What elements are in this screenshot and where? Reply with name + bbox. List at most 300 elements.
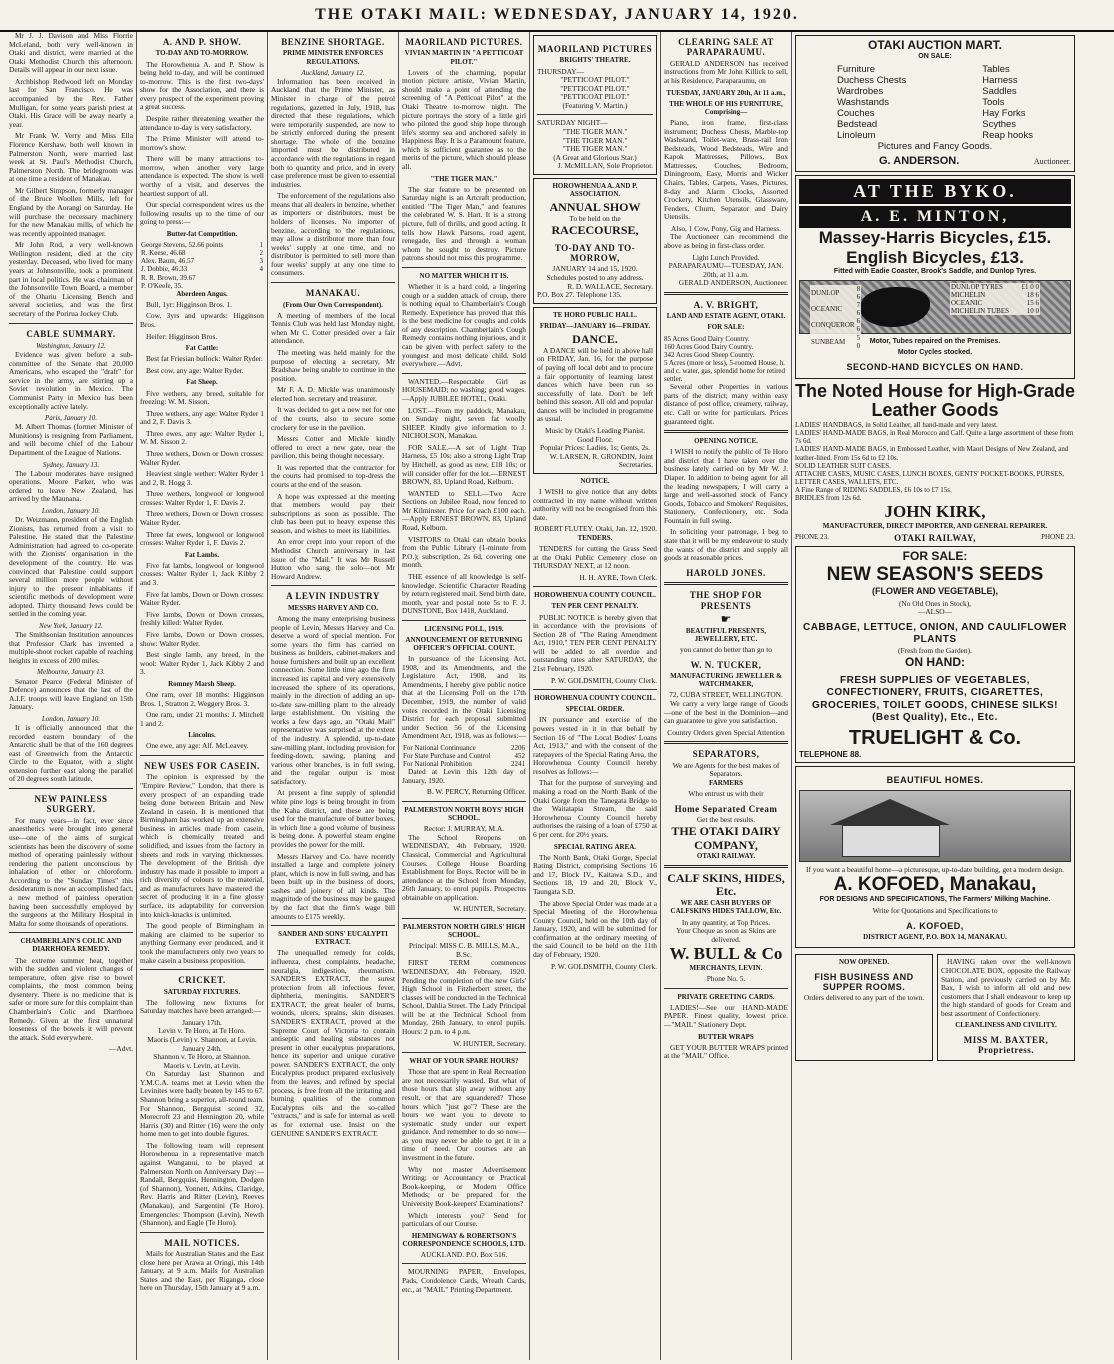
ad-text: In any quantity, at Top Prices. bbox=[681, 917, 771, 927]
masthead-title: THE OTAKI MAIL: WEDNESDAY, JANUARY 14, 1920. bbox=[315, 5, 799, 23]
cable-item: M. Albert Thomas (former Minister of Munitions) is resigning from Parliament, and will become chief of the Labour Department of the League of Nations. bbox=[9, 422, 133, 457]
manakau-subheading: (From Our Own Correspondent). bbox=[283, 300, 383, 309]
ad-text: Also, 1 Cow, Pony, Gig and Harness. bbox=[671, 223, 781, 233]
ad-signature: W. LARSEN, R. GRONDIN, Joint Secretaries. bbox=[549, 451, 653, 470]
ad-text: We carry a very large range of Goods—one of the best in the Dominion—and can guarantee to give you satisfaction. bbox=[664, 699, 788, 726]
fish-ad bbox=[795, 954, 933, 1061]
ad-text: (No Old Ones in Stock), bbox=[898, 598, 972, 608]
ad-feature: "THE TIGER MAN." bbox=[562, 135, 628, 145]
divider bbox=[664, 582, 788, 585]
result-line: Five lambs, Down or Down crosses, freshly killed: Walter Ryder. bbox=[140, 609, 264, 628]
licensing-heading: LICENSING POLL, 1919. bbox=[424, 624, 504, 633]
notice-text: TENDERS for cutting the Grass Seed at the Otaki Public Cemetery close on THURSDAY NEXT, at 12 noon. bbox=[533, 544, 657, 571]
cable-item: Dr. Weizmann, president of the English Zionists, has returned from a visit to Palestine. He stated that the Palestine Administration had agreed to co-operate with the Zionists' organisation in the development of the country. He was convinced that Palestine could support several million more people without injury to the present inhabitants if scientific methods of development were adopted. Thirty thousand Jews could be settled in the coming year. bbox=[9, 515, 133, 619]
ad-subheading: FRIDAY—JANUARY 16—FRIDAY. bbox=[539, 321, 651, 330]
ad-heading: SECOND-HAND BICYCLES ON HAND. bbox=[846, 362, 1024, 373]
baxter-name: MISS M. BAXTER, Proprietress. bbox=[963, 1034, 1049, 1055]
news-item: Archbishop Redwood left on Monday last for San Francisco. He was accompanied by the Rev. Father Mulligan, for some years parish priest at Otaki. His Grace will be away nearly a year. bbox=[9, 76, 133, 129]
news-item: Mr Frank W. Verry and Miss Ella Florence Kershaw, both well known in Palmerston North, were married last week at St. Paul's Methodist Church, Palmerston North. The bridegroom was at one time a resident of Manakau. bbox=[9, 131, 133, 184]
byko-banner: AT THE BYKO. bbox=[799, 179, 1071, 204]
levin-subheading: MESSRS HARVEY AND CO. bbox=[287, 603, 379, 612]
ad-subheading: NOW OPENED. bbox=[838, 958, 890, 967]
article-text: There will be many attractions to-morrow, when another very large attendance is expected. The show is well worthy of a visit, and deserves the heartiest support of all. bbox=[140, 154, 264, 198]
dateline: Auckland, January 12. bbox=[301, 68, 365, 77]
article-text: The unequalled remedy for colds, influenza, chest complaints, headache, neuralgia, indigestion, rheumatism. SANDER'S EXTRACT, the surest protection from all infectious fever, diphtheria, meningitis. SANDER'S EXTRACT, the great healer of burns, wounds, ulcers, sprains, skin diseases. SANDER'S EXTRACT, proved at the Supreme Court of Victoria to contain antiseptic and healing substances not present in other eucalyptus preparations, hence its superior and unique curative power. SANDER'S EXTRACT, the only Eucalyptus product prepared exclusively from the leaves, and refined by special process, is free from all the irritating and burning qualities of the common Eucalyptus oils and the so-called "extracts," and is safe for internal as well as for external use. Insist on the GENUINE SANDER'S EXTRACT. bbox=[271, 948, 395, 1138]
ad-subheading: FOR DESIGNS AND SPECIFICATIONS, The Farmers' Milking Machine. bbox=[819, 896, 1051, 904]
divider bbox=[9, 932, 133, 933]
ad-text: I WISH to notify the public of Te Horo and district that I have taken over the business lately carried on by Mr W. J. Diaper. In addition to being agent for all the leading newspapers, I will carry a large and well-assorted stock of Fancy Goods, Tobacco and Smokers' Requisites, Stationery, Confectionery, etc. Soda Fountain in full swing. bbox=[664, 447, 788, 525]
divider bbox=[9, 323, 133, 324]
result-row: R. R. Brown, 39.67 bbox=[141, 273, 196, 282]
ad-text: Who entrust us with their bbox=[688, 789, 764, 799]
levin-industry-heading: A LEVIN INDUSTRY bbox=[286, 591, 380, 602]
ad-heading: RACECOURSE, bbox=[551, 222, 639, 237]
article-text: For many years—in fact, ever since anaesthetics were brought into general use—one of the aims of surgical scientists has been the discovery of some method of operating painlessly without rendering the patient unconscious by inhalation of ether or chloroform. According to the "Sunday Times" this desideratum is now an accomplished fact, a new method of painless operation having been successfully employed by the surgeons at the Military Hospital in Malta for some thousands of operations. bbox=[9, 815, 133, 928]
result-line: Three wethers, Down or Down crosses: Walter Ryder. bbox=[140, 509, 264, 528]
tyre-row: DUNLOP TYRES £1 0 0 bbox=[951, 282, 1039, 291]
no-matter-heading: NO MATTER WHICH IT IS. bbox=[419, 271, 509, 280]
house-wall bbox=[842, 825, 940, 857]
cable-summary-heading: CABLE SUMMARY. bbox=[26, 328, 116, 339]
fixture-date: January 17th. bbox=[182, 1017, 222, 1027]
article-text: The Horowhenua A. and P. Show is being held to-day, and will be continued to-morrow. This is the first two-days' show for the Association, and there is every prospect of the experiment proving a great success. bbox=[140, 59, 264, 112]
divider bbox=[664, 988, 788, 989]
ad-text: Light Lunch Provided. bbox=[692, 252, 760, 262]
tyre-row: CONQUEROR 6 6 bbox=[811, 317, 861, 334]
divider bbox=[402, 267, 526, 268]
ad-day: SATURDAY NIGHT— bbox=[537, 118, 608, 128]
article-text: Whether it is a hard cold, a lingering cough or a sudden attack of croup, there is nothing equal to Chamberlain's Cough Remedy. Experience has proved that this is the best medicine for coughs and colds of any description. Chamberlain's Cough Remedy contains nothing injurious, and it can be given with perfect safety to the youngest and most delicate child. Sold everywhere.—Advt. bbox=[402, 282, 526, 369]
divider bbox=[402, 1263, 526, 1264]
bull-company-name: W. BULL & Co bbox=[669, 944, 783, 964]
council-heading: HOROWHENUA COUNTY COUNCIL. bbox=[534, 694, 656, 703]
shop-subheading: BEAUTIFUL PRESENTS, JEWELLERY, ETC. bbox=[685, 626, 767, 644]
result-line: One ram, under 21 months: J. Mitchell 1 and 2. bbox=[140, 710, 264, 728]
tucker-name: W. N. TUCKER, bbox=[690, 659, 762, 670]
show-heading: A. AND P. SHOW. bbox=[162, 37, 242, 47]
divider bbox=[664, 741, 788, 744]
ad-text: Piano, iron frame, first-class instrument; Duchess Chests, Marble-top Washstand, Toilet-ware, Brass-rail Iron Bedsteads, Wood Bedsteads, Wire and Kapok Mattresses, Pillows, Box Mattresses, Couches, Bedroom, Diningroom, Easy, Morris and Wicker Chairs, Tables, Carpets, Vases, Pictures, 8-day and Alarm Clocks, Assorted Crockery, Kitchen Utensils, Glassware, Fenders, Churn, Separator and Dairy Utensils. bbox=[664, 117, 788, 222]
homes-ad bbox=[795, 766, 1075, 948]
result-line: Five fat lambs, Down or Down crosses: Walter Ryder. bbox=[140, 589, 264, 608]
article-text: In pursuance of the Licensing Act, 1908, and its Amendments, and the Legislature Act, 1908, and its Amendments, I hereby give public notice that at the Licensing Poll on the 17th December, 1919, the number of valid votes recorded in the Otaki Licensing District for each proposal submitted under Section 56 of the Licensing Amendment Act, 1918, was as follows:— bbox=[402, 654, 526, 741]
divider bbox=[664, 430, 788, 433]
auction-left-list: Furniture Duchess Chests Wardrobes Washstands Couches Bedstead Linoleum bbox=[837, 64, 907, 142]
tucker-address: 72, CUBA STREET, WELLINGTON. bbox=[669, 690, 783, 700]
tyre-price-table bbox=[950, 283, 1040, 315]
leather-goods-heading: The Noted House for High-Grade Leather Goods bbox=[795, 380, 1076, 421]
kirk-subheading: MANUFACTURER, DIRECT IMPORTER, AND GENERAL REPAIRER. bbox=[822, 521, 1048, 530]
article-text: Our special correspondent wires us the following results up to the time of our going to press:— bbox=[140, 200, 264, 227]
article-text: Which interests you? Send for particulars of our Course. bbox=[402, 1210, 526, 1229]
divider bbox=[140, 1232, 264, 1233]
boys-school-heading: PALMERSTON NORTH BOYS' HIGH SCHOOL. bbox=[404, 806, 524, 823]
angus-heading: Aberdeen Angus. bbox=[176, 289, 228, 298]
ad-text: P.O. Box 27. Telephone 135. bbox=[537, 290, 622, 300]
ad-text: Popular Prices: Ladies, 1s; Gents, 2s. bbox=[539, 443, 651, 453]
result-row: Alex. Baum, 46.57 3 bbox=[141, 257, 263, 266]
penalty-heading: TEN PER CENT PENALTY. bbox=[551, 602, 639, 611]
special-order-heading: SPECIAL ORDER. bbox=[565, 705, 625, 714]
hemingway-name: HEMINGWAY & ROBERTSON'S CORRESPONDENCE SCHOOLS, LTD. bbox=[402, 1231, 526, 1248]
result-line: Cow, 3yrs and upwards: Higginson Bros. bbox=[140, 311, 264, 329]
list-item: 160 Acres Good Dairy Country. bbox=[664, 342, 754, 351]
tucker-subheading: MANUFACTURING JEWELLER & WATCHMAKER, bbox=[670, 672, 782, 689]
ad-text: (Fresh from the Garden). bbox=[898, 646, 972, 656]
advt-mark: —Advt. bbox=[108, 1044, 133, 1054]
signature: H. H. AYRE, Town Clerk. bbox=[579, 572, 657, 582]
result-row: J. Dobbie, 46.33 4 bbox=[141, 265, 263, 274]
result-line: Five fat lambs, longwool or longwool crosses: Walter Ryder 1, Jack Kibby 2 and 3. bbox=[140, 560, 264, 588]
auction-lists bbox=[799, 64, 1071, 141]
tyre-row: SUNBEAM 5 0 bbox=[811, 333, 861, 350]
article-text: Among the many enterprising business people of Levin, Messrs Harvey and Co. deserve a word of special mention. For some years the firm has carried on business as builders, cabinet-makers and house furnishers and built up an excellent connection. Some little time ago the firm increased its capital and very extensively increased the sphere of its operations, mainly in the direction of adding an up-to-date saw-milling plant to the already large establishment. On visiting the works a few days ago, an "Otaki Mail" representative was surprised at the extent of the industry. A splendid, up-to-date saw-milling plant, including provision for feeding-down, sawing, planing and various other branches, is in full swing, and the regular output is most satisfactory. bbox=[271, 613, 395, 786]
pointing-hand-icon: ☛ bbox=[720, 612, 732, 627]
maoriland-ad bbox=[533, 35, 657, 175]
ad-heading: A. KOFOED, bbox=[906, 920, 964, 931]
notice-text: IN pursuance and exercise of the powers vested in it in that behalf by Section 16 of "The Local Bodies' Loans Act, 1913," and with the consent of the ratepayers of the Special Rating Area, the Horowhenua County Council hereby resolves as follows:— bbox=[533, 715, 657, 776]
cable-item: The Smithsonian Institution announces that Professor Clark has invented a multiple-shoot rocket capable of reaching heights in excess of 200 miles. bbox=[9, 630, 133, 665]
ad-text: Write for Quotations and Specifications to bbox=[872, 906, 998, 916]
opening-notice-heading: OPENING NOTICE. bbox=[694, 437, 758, 446]
tyre-row: MICHELIN 18 6 bbox=[951, 290, 1039, 299]
fat-sheep-heading: Fat Sheep. bbox=[186, 378, 218, 387]
colic-remedy-heading: CHAMBERLAIN'S COLIC AND DIARRHOEA REMEDY. bbox=[20, 937, 122, 954]
result-row: R. Keese, 46.68 2 bbox=[141, 249, 263, 258]
ad-heading: FISH BUSINESS AND SUPPER ROOMS. bbox=[814, 971, 914, 992]
article-text: The following team will represent Horowhenua in a representative match against Wanganui, to be played at Palmerston North on Anniversary Day:—Randall, Bergquist, Hennington, Dodgen (of Shannon), Yonnett, Atkins, Claridge, Rev. Harris and Ritter (Levin), Reeves (Manakau), and Sargentini (Te Horo). Emergencies: Thompson (Levin), Newth (Shannon), and Eagle (Te Horo). bbox=[140, 1140, 264, 1228]
list-item: A Fine Range of RIDING SADDLES, £6 10s to £7 15s. bbox=[795, 485, 952, 494]
phone-label: PHONE 23. bbox=[1041, 533, 1075, 542]
divider bbox=[271, 925, 395, 926]
ad-text: If you want a beautiful home—a picturesque, up-to-date building, get a modern design. bbox=[806, 864, 1064, 874]
article-text: Those that are spent in Real Recreation are not necessarily wasted. But what of those hours that slip away without any result, or that are squandered? Those hours which "just go"? These are the hours we want you to devote to systematic study under our expert guidance. And remember to do so now—as you may never be able to get it in a time of need. Our courses are an investment in the future. bbox=[402, 1067, 526, 1163]
result-line: Best single lamb, any breed, in the wool: Walter Ryder 1, Jack Kibby 2 and 3. bbox=[140, 650, 264, 677]
dairy-company-name: THE OTAKI DAIRY COMPANY, bbox=[671, 823, 781, 852]
fixture: Shannon v. Te Horo, at Shannon. bbox=[153, 1052, 251, 1062]
list-item: 5 Acres (more or less), 5-roomed House, h. and c. water, gas, splendid home for retired settler. bbox=[664, 358, 786, 384]
ad-subheading: ON SALE: bbox=[918, 52, 952, 60]
auctioneer-label: Auctioneer. bbox=[1033, 157, 1071, 167]
divider bbox=[271, 282, 395, 283]
list-item: BRIDLES from 12s 6d. bbox=[795, 494, 862, 503]
anderson-name: G. ANDERSON. bbox=[879, 155, 960, 168]
fixture-date: January 24th. bbox=[182, 1043, 222, 1053]
result-row: George Stevens, 52.66 points 1 bbox=[141, 241, 263, 250]
benzine-heading: BENZINE SHORTAGE. bbox=[281, 37, 385, 47]
fixtures-heading: SATURDAY FIXTURES. bbox=[163, 987, 241, 996]
ad-text: LADIES!—See our HAND-MADE PAPER. Finest quality, lowest price.—"MAIL" Stationery Dept. bbox=[664, 1002, 788, 1029]
article-text: The extreme summer heat, together with the sudden and violent changes of temperature, often give rise to bowel complaints, the most common being dysentery. There is no medicine that is safer or more sure for this complaint than Chamberlain's Colic and Diarrhoea Remedy. Given at the first unnatural looseness of the bowels it will prevent the attack. Sold everywhere. bbox=[9, 955, 133, 1042]
kirk-address: OTAKI RAILWAY, bbox=[894, 533, 976, 544]
ad-heading: ON HAND: bbox=[905, 654, 965, 669]
article-text: Despite rather threatening weather the attendance to-day is very satisfactory. bbox=[140, 114, 264, 132]
article-text: It was reported that the contractor for the courts had promised to top-dress the courts at the end of the season. bbox=[271, 462, 395, 490]
article-text: Lovers of the charming, popular motion picture artiste, Vivian Martin, should make a point of attending the screening of "A Petticoat Pilot" at the Otaki Theatre to-morrow night. The picture portrays the story of a little girl who piloted the good ship hope through life's stormy sea and anchored safely in Happiness Bay. It is a Paramount feature, which is sufficient guarantee as to the merits of the picture, which should please all. bbox=[402, 67, 526, 172]
for-sale-label: FOR SALE: bbox=[707, 323, 745, 332]
auction-mart-ad bbox=[795, 35, 1075, 172]
signature: W. HUNTER, Secretary. bbox=[453, 904, 526, 914]
divider bbox=[140, 969, 264, 970]
leather-goods-list bbox=[795, 421, 1075, 502]
signature: P. W. GOLDSMITH, County Clerk. bbox=[551, 961, 657, 971]
butter-fat-heading: Butter-fat Competition. bbox=[166, 229, 238, 238]
article-text: The enforcement of the regulations also means that all dealers in benzine, whether as importers or distributors, must be holders of licenses. No importer of benzine, according to the regulations, may allow a distributor more than four weeks' supply at one time, and no distributor is permitted to sell more than four weeks' supply at any one time to consumers. bbox=[271, 191, 395, 278]
ad-text: GET YOUR BUTTER WRAPS printed at the "MAIL" Office. bbox=[664, 1042, 788, 1061]
byko-ad bbox=[795, 175, 1075, 379]
vote-table bbox=[402, 744, 526, 768]
ad-text: GERALD ANDERSON has received instructions from Mr John Killick to sell, at his Residence, Paraparaumu, on bbox=[664, 58, 788, 86]
rating-area-heading: SPECIAL RATING AREA. bbox=[553, 842, 637, 851]
classified-ad: THE essence of all knowledge is self-knowledge. Scientific Character Reading by return registered mail. Send birth date, month, year and postal note 5s to F. J. DUNSTONE, Box 1418, Auckland. bbox=[402, 571, 526, 616]
mail-notices-heading: MAIL NOTICES. bbox=[164, 1237, 240, 1248]
ad-text: you cannot do better than go to bbox=[680, 645, 772, 655]
divider bbox=[402, 1052, 526, 1053]
notice-heading: NOTICE. bbox=[580, 476, 610, 485]
ad-feature: "PETTICOAT PILOT." bbox=[560, 92, 630, 102]
article-text: The good people of Birmingham in making are claimed to be superior to anything Germany ever produced, and it took the manufacturers only two years to make casein a business proposition. bbox=[140, 921, 264, 965]
butter-wraps-heading: BUTTER WRAPS bbox=[698, 1032, 754, 1041]
list-item: LADIES' HAND-MADE BAGS, in Embossed Leather, with Maori Designs of New Zealand, and leather-lined. From 15s 6d to £2 10s. bbox=[795, 445, 1069, 462]
bottom-ads bbox=[795, 951, 1075, 1064]
column-6 bbox=[661, 32, 792, 1360]
sander-heading: SANDER AND SONS' EUCALYPTI EXTRACT. bbox=[278, 930, 388, 947]
divider bbox=[402, 373, 526, 374]
ad-text: In soliciting your patronage, I beg to state that it will be my endeavour to study the wants of the district and supply all goods at reasonable prices. bbox=[664, 527, 788, 563]
kirk-name: JOHN KIRK, bbox=[884, 502, 986, 522]
tyre-row: OCEANIC 15 6 bbox=[951, 299, 1039, 308]
result-line: Three ewes, any age: Walter Ryder 1, W. M. Sisson 2. bbox=[140, 428, 264, 447]
show-subheading: TO-DAY AND TO-MORROW. bbox=[155, 49, 249, 58]
phone-label: PHONE 23. bbox=[795, 533, 829, 542]
ad-text: JANUARY 14 and 15, 1920. bbox=[552, 264, 638, 274]
article-text: The Prime Minister will attend to-morrow's show. bbox=[140, 134, 264, 152]
divider bbox=[140, 755, 264, 756]
ad-text: Pictures and Fancy Goods. bbox=[877, 141, 993, 153]
dateline: London, January 10. bbox=[41, 714, 101, 723]
classified-ad: MOURNING PAPER, Envelopes, Pads, Condolence Cards, Wreath Cards, etc., at "MAIL" Printing Department. bbox=[402, 1267, 526, 1294]
divider bbox=[537, 114, 653, 115]
ad-text: Country Orders given Special Attention bbox=[667, 727, 785, 737]
result-line: Heaviest single wether: Walter Ryder 1 and 2, R. Hogg 3. bbox=[140, 469, 264, 487]
classified-ad: VISITORS to Otaki can obtain books from the Public Library (1-minute from P.O.); subscription, 2s 6d, covering one month. bbox=[402, 534, 526, 570]
notice-text: The North Bank, Otaki Gorge, Special Rating District, comprising Sections 16 and 17, Block IV., Kaitawa S.D., and Sections 18, 19 and 20, Block V., Taungata S.D. bbox=[533, 852, 657, 896]
result-line: Three wethers, longwool or longwool crosses: Walter Ryder 1, F. Davis 2. bbox=[140, 489, 264, 507]
classified-ad: WANTED to SELL—Two Acre Sections on Jubilee Road, now fenced to Mr Kilminster. Price for each £100 each.—Apply ERNEST BROWN, 83, Upland Road, Kelburn. bbox=[402, 488, 526, 533]
article-text: The opinion is expressed by the "Empire Review," London, that there is every prospect of an expanding trade being done between Britain and New Zealand in casein. It is mentioned that Birmingham has worked up an extensive business in articles made from casein, which is chemically treated and solidified, and issues from the factory in sheets and rods in varying thicknesses. The development of the British dye industry has made it possible to import a rich diversity of colours to the material, and as manufacturers have mastered the secret of producing it in a fine glossy surface, its adaptability for conversion into knick-knacks is unlimited. bbox=[140, 772, 264, 919]
ad-subheading: HOROWHENUA A. AND P. ASSOCIATION. bbox=[552, 181, 638, 199]
signature: ROBERT FLUTEY. Otaki, Jan. 12, 1920. bbox=[534, 524, 657, 534]
dateline: New York, January 12. bbox=[39, 621, 103, 630]
masthead bbox=[0, 0, 1114, 32]
news-item: Mr John Rod, a very well-known Wellington resident, died at the city yesterday. Deceased, who lived for many years at Johnsonville, took a prominent part in local politics. He was chairman of the Johnsonville Town Board, a member of the Ohariu Licensing Bench and several societies, and was the first secretary of the Porirua Jockey Club. bbox=[9, 240, 133, 318]
fat-lambs-heading: Fat Lambs. bbox=[184, 550, 220, 559]
article-text: The following new fixtures for Saturday matches have been arranged:— bbox=[140, 997, 264, 1016]
list-item: ATTACHE CASES, MUSIC CASES, LUNCH BOXES, GENTS' POCKET-BOOKS, PURSES, LETTER CASES, WALLETS, ETC. bbox=[795, 469, 1065, 486]
result-line: Bull, 1yr: Higginson Bros. 1. bbox=[146, 299, 233, 309]
dateline: Washington, January 12. bbox=[36, 341, 106, 350]
auction-footer bbox=[799, 155, 1071, 168]
list-item: 85 Acres Good Dairy Country. bbox=[664, 334, 750, 343]
ad-heading: OTAKI AUCTION MART. bbox=[868, 38, 1002, 52]
ad-subheading: MERCHANTS, LEVIN. bbox=[689, 964, 763, 973]
divider bbox=[664, 865, 788, 868]
tyre-row: OCEANIC 7 6 bbox=[811, 301, 861, 318]
bright-subheading: LAND AND ESTATE AGENT, OTAKI. bbox=[666, 312, 786, 321]
truelight-name: TRUELIGHT & Co. bbox=[848, 726, 1022, 749]
notice-text: I WISH to give notice that any debts contracted in my name without written authority will not be recognised from this date. bbox=[533, 487, 657, 522]
ad-feature: "PETTICOAT PILOT." bbox=[560, 75, 630, 85]
list-item: 342 Acres Good Sheep Country. bbox=[664, 350, 755, 359]
ad-text: —ALSO— bbox=[917, 607, 953, 617]
ad-text: HAVING taken over the well-known CHOCOLATE BOX, opposite the Railway Station, and previously carried on by Mr. Bax, I wish to inform all old and new customers that I shall endeavour to keep up the high standard of goods for Cream and best assortment of Confectionery. bbox=[941, 957, 1071, 1018]
ad-signature: GERALD ANDERSON, Auctioneer. bbox=[678, 278, 788, 288]
ad-note: (A Great and Glorious Star.) bbox=[553, 152, 637, 162]
tiger-man-heading: "THE TIGER MAN." bbox=[430, 174, 498, 183]
ad-text: We are Agents for the best makes of Separators. bbox=[672, 760, 780, 779]
divider bbox=[533, 689, 657, 690]
article-text: A hope was expressed at the meeting that members would pay their subscriptions as soon as possible. The club has been put to heavy expense this season, and wishes to meet its liabilities. bbox=[271, 491, 395, 535]
calf-skins-heading: CALF SKINS, HIDES, Etc. bbox=[667, 870, 785, 899]
ad-subheading: DISTRICT AGENT, P.O. BOX 14, MANAKAU. bbox=[863, 933, 1007, 942]
signature: B. W. PERCY, Returning Officer. bbox=[426, 787, 526, 797]
property-list bbox=[664, 335, 788, 384]
divider bbox=[402, 620, 526, 621]
ink-blot bbox=[860, 287, 930, 327]
ad-subheading: BRIGHTS' THEATRE. bbox=[559, 56, 631, 65]
fixture: Levin v. Te Horo, at Te Horo. bbox=[158, 1026, 246, 1036]
ad-text: Phone No. 5. bbox=[706, 974, 746, 984]
ad-text: The Auctioneer can recommend the above as being in first-class order. bbox=[664, 232, 788, 251]
tyre-price-table-2 bbox=[810, 285, 861, 350]
telephone-label: TELEPHONE 88. bbox=[799, 749, 862, 759]
ad-note: (Featuring V. Martin.) bbox=[562, 100, 628, 110]
ad-subheading: THE WHOLE OF HIS FURNITURE, Comprising— bbox=[669, 99, 783, 116]
ad-signature: J. McMILLAN, Sole Proprietor. bbox=[557, 161, 653, 171]
ad-text: Schedules posted to any address. bbox=[546, 272, 644, 282]
notice-text: PUBLIC NOTICE is hereby given that in accordance with the provisions of Section 28 of "The Rating Amendment Act, 1910," TEN PER CENT PENALTY will be added to all overdue and outstanding rates after SATURDAY, the 21st February, 1920. bbox=[533, 612, 657, 674]
article-text: Dated at Levin this 12th day of January, 1920. bbox=[402, 767, 526, 785]
result-line: Best fat Friesian bullock: Walter Ryder. bbox=[146, 354, 263, 364]
fixture: Maoris (Levin) v. Shannon, at Levin. bbox=[147, 1034, 257, 1044]
ad-feature: "THE TIGER MAN." bbox=[562, 127, 628, 137]
minton-banner: A. E. MINTON, bbox=[799, 206, 1071, 229]
article-text: Information has been received in Auckland that the Prime Minister, as Minister in charge of the petrol regulations, gazetted in July, 1918, has directed that these regulations, which were temporarily suspended, are now to be strictly enforced during the present shortage. The whole of the benzine imported must be distributed in accordance with the regulations in regard both to quantity and price, and in every case preference must be given to essential industries. bbox=[271, 76, 395, 189]
cable-item: Evidence was given before a sub-committee of the Senate that 20,000 Americans, who escaped the "draft" for service in the army, are stirring up a Soviet revolution in Mexico. The Communist Party in Mexico has been exceptionally active lately. bbox=[9, 350, 133, 411]
vote-row: For National Prohibition 2241 bbox=[403, 760, 525, 769]
vote-row: For National Continuance 2206 bbox=[403, 743, 525, 752]
council-heading: HOROWHENUA COUNTY COUNCIL. bbox=[534, 591, 656, 600]
dance-ad bbox=[533, 307, 657, 474]
column-1 bbox=[6, 32, 137, 1360]
result-line: One ewe, any age: Alf. McLeavey. bbox=[146, 741, 249, 751]
divider bbox=[402, 801, 526, 802]
fresh-supplies: FRESH SUPPLIES OF VEGETABLES, CONFECTIONERY, FRUITS, CIGARETTES, GROCERIES, TOILET GOODS, CHINESE SILKS! (Best Quality), Etc., Etc. bbox=[811, 674, 1058, 724]
licensing-subheading: ANNOUNCEMENT OF RETURNING OFFICER'S OFFICIAL COUNT. bbox=[405, 635, 523, 653]
list-item: LADIES' HANDBAGS, in Solid Leather, all hand-made and very latest. bbox=[795, 421, 998, 430]
result-line: One ram, over 18 months: Higginson Bros. 1, Stratton 2, Weggery Bros. 3. bbox=[140, 689, 264, 708]
signature: P. W. GOLDSMITH, County Clerk. bbox=[551, 675, 657, 685]
principal: Principal: MISS C. B. MILLS, M.A., B.Sc. bbox=[408, 941, 520, 959]
ad-heading: Home Separated Cream bbox=[674, 803, 778, 814]
ad-subheading: (FLOWER AND VEGETABLE), bbox=[872, 586, 998, 597]
result-line: Heifer: Higginson Bros. bbox=[146, 331, 218, 341]
ad-text: Music by Otaki's Leading Pianist. Good Floor. bbox=[544, 426, 646, 444]
baxter-ad bbox=[937, 954, 1075, 1061]
article-text: On Saturday last Shannon and Y.M.C.A. teams met at Levin when the Levinites were badly beaten by 145 to 67. Shannon bring a superior, all-round team. For Shannon, Bergquist scored 32, Morecroft 23 and Hennington 20, while Harris (30) and Ritter (16) were the only home men to get into double figures. bbox=[140, 1069, 264, 1139]
rector: Rector: J. MURRAY, M.A. bbox=[423, 824, 505, 834]
article-text: Mails for Australian States and the East close here per Arawa at Oringi, this 14th January, at 9 a.m. Mails for Australian States and the East, per Riganga, close here on Thursday, 15th January at 9 a.m. bbox=[140, 1249, 264, 1293]
ad-subheading: Fitted with Eadie Coaster, Brook's Saddle, and Dunlop Tyres. bbox=[833, 267, 1037, 275]
divider bbox=[271, 585, 395, 586]
massey-line: Massey-Harris Bicycles, £15. bbox=[818, 228, 1052, 248]
ad-subheading: OTAKI RAILWAY. bbox=[696, 852, 756, 861]
dateline: Sydney, January 13. bbox=[42, 460, 100, 469]
classified-ad: WANTED.—Respectable Girl as HOUSEMAID; no washing; good wages.—Apply JUBILEE HOTEL, Otaki. bbox=[402, 376, 526, 403]
list-item: LADIES' HAND-MADE BAGS, in Real Morocco and Calf. Quite a large assortment of these from 7s 6d. bbox=[795, 429, 1074, 446]
article-text: A meeting of members of the local Tennis Club was held last Monday night, when Mr C. Cotter presided over a fair attendance. bbox=[271, 310, 395, 346]
ad-text: Orders delivered to any part of the town. bbox=[803, 993, 925, 1003]
maoriland-subheading: VIVIAN MARTIN IN "A PETTICOAT PILOT." bbox=[404, 49, 524, 66]
greeting-cards-heading: PRIVATE GREETING CARDS. bbox=[677, 992, 775, 1001]
ad-subheading: Motor, Tubes repaired on the Premises. bbox=[869, 337, 1001, 345]
lincoln-heading: Lincolns. bbox=[188, 731, 216, 740]
dateline: London, January 10. bbox=[41, 506, 101, 515]
article-text: Messrs Cotter and Mickle kindly offered to erect a new gate, near the pavilion, this being thought necessary. bbox=[271, 434, 395, 461]
article-text: The School Reopens on WEDNESDAY, 4th February, 1920. Classical, Commercial and Agricultural Courses. College House Boarding Establishment for Boys. Rector will be in attendance at the School from Monday, 26th January, to enrol pupils. Prospectus obtainable on application. bbox=[402, 832, 526, 902]
list-item: SOLID LEATHER SUIT CASES. bbox=[795, 461, 891, 470]
tenders-heading: TENDERS. bbox=[577, 533, 613, 542]
classified-ad: FOR SALE.—A set of Light Trap Harness, £5 10s; also a strong Light Trap by Hitchell, as good as new, £18 10s; or will consider offer for the lot.—ERNEST BROWN, 83, Upland Road, Kelburn. bbox=[402, 442, 526, 487]
girls-school-heading: PALMERSTON NORTH GIRLS' HIGH SCHOOL. bbox=[402, 923, 526, 940]
news-item: Mr Gilbert Simpson, formerly manager of the Bruce Woollen Mills, left for England by the Aorangi on Saturday. He will purchase the necessary machinery for the new Manakau mills, of which he was recently appointed manager. bbox=[9, 185, 133, 238]
result-line: Best cow, any age: Walter Ryder. bbox=[146, 365, 244, 375]
ad-heading: TO-DAY AND TO-MORROW, bbox=[554, 242, 636, 263]
dateline: Melbourne, January 13. bbox=[37, 668, 105, 677]
seeds-ad bbox=[795, 546, 1075, 763]
article-text: At present a fine supply of splendid white pine logs is being brought in from the Kaha district, and these are being used for the manufacture of butter boxes, in which line a good volume of business is being done. A powerful steam engine provides the power for the mill. bbox=[271, 788, 395, 849]
casein-heading: NEW USES FOR CASEIN. bbox=[144, 760, 260, 771]
ad-subheading: CLEANLINESS AND CIVILITY. bbox=[955, 1021, 1057, 1030]
divider bbox=[533, 586, 657, 587]
ad-heading: FOR SALE: bbox=[902, 549, 968, 564]
ad-text: To be held on the bbox=[569, 214, 621, 224]
tyre-row: DUNLOP 8 6 bbox=[811, 284, 861, 301]
benzine-subheading: PRIME MINISTER ENFORCES REGULATIONS. bbox=[282, 49, 384, 66]
cable-item: Senator Pearce (Federal Minister of Defence) announces that the last of the A.I.F. troops will leave England on 15th January. bbox=[9, 676, 133, 712]
annual-show-ad bbox=[533, 178, 657, 304]
auction-right-list: Tables Harness Saddles Tools Hay Forks Scythes Reap hooks bbox=[982, 64, 1033, 142]
ad-signature: R. D. WALLACE, Secretary. bbox=[567, 281, 653, 291]
kofoed-name: A. KOFOED, Manakau, bbox=[833, 874, 1037, 896]
house-roof bbox=[830, 799, 950, 825]
ad-subheading: WE ARE CASH BUYERS OF CALFSKINS HIDES TALLOW, Etc. bbox=[670, 899, 782, 916]
butter-fat-results bbox=[140, 241, 264, 290]
article-text: Why not master Advertisement Writing; or Accountancy or Practical Book-keeping, or Modern Office Methods; or be prepared for the University Book-keepers' Examinations? bbox=[402, 1164, 526, 1208]
article-text: The meeting was held mainly for the purpose of electing a secretary, Mr Bradshaw being unable to continue in the position. bbox=[271, 347, 395, 383]
hemingway-address: AUCKLAND. P.O. Box 516. bbox=[420, 1249, 508, 1259]
ad-day: THURSDAY— bbox=[537, 66, 584, 76]
english-line: English Bicycles, £13. bbox=[846, 248, 1024, 268]
ad-heading: ANNUAL SHOW bbox=[549, 200, 641, 215]
signature: W. HUNTER, Secretary. bbox=[453, 1038, 526, 1048]
ad-subheading: FARMERS bbox=[708, 778, 744, 787]
seeds-heading: NEW SEASON'S SEEDS bbox=[826, 564, 1044, 586]
result-line: Five wethers, any breed, suitable for freezing: W. M. Sisson. bbox=[140, 388, 264, 407]
notice-text: The above Special Order was made at a Special Meeting of the Horowhenua County Council, held on the 10th day of January, 1920, and will be submitted for confirmation at the ordinary meeting of the said Council to be held on the 11th day of February, 1920. bbox=[533, 898, 657, 959]
column-4 bbox=[399, 32, 530, 1360]
ad-subheading: Motor Cycles stocked. bbox=[897, 348, 973, 356]
